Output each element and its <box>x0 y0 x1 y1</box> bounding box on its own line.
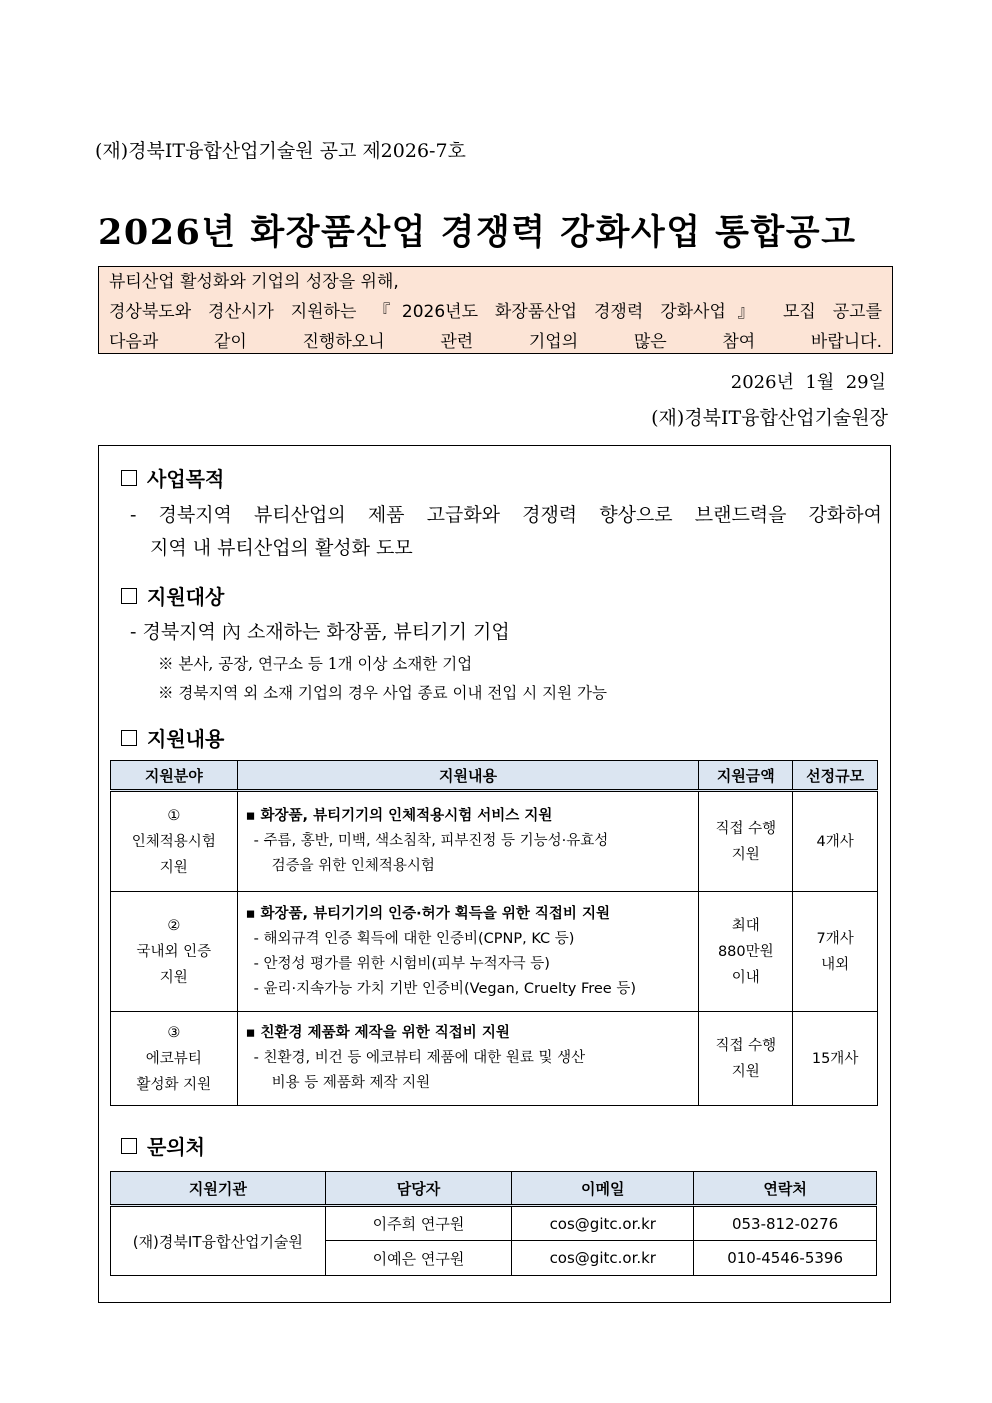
email-cell: cos@gitc.or.kr <box>512 1241 694 1276</box>
field-cell <box>111 1012 238 1106</box>
table-header-row <box>111 761 878 791</box>
target-note: ※ 본사, 공장, 연구소 등 1개 이상 소재한 기업 <box>158 655 473 673</box>
content-detail: - 안정성 평가를 위한 시험비(피부 누적자극 등) <box>253 955 550 972</box>
scale-cell <box>793 791 878 892</box>
amount-text: 최대 <box>731 917 760 934</box>
table-row <box>111 1012 878 1106</box>
content-detail: - 친환경, 비건 등 에코뷰티 제품에 대한 원료 및 생산 <box>253 1050 586 1066</box>
email-cell: cos@gitc.or.kr <box>512 1206 694 1241</box>
column-header: 지원기관 <box>111 1172 326 1206</box>
scale-cell <box>793 1012 878 1106</box>
scale-text: 15개사 <box>811 1050 859 1067</box>
intro-line: 뷰티산업 활성화와 기업의 성장을 위해, <box>109 272 399 292</box>
org-cell: (재)경북IT융합산업기술원 <box>111 1206 326 1276</box>
column-header: 이메일 <box>512 1172 694 1206</box>
section-title-text: 지원대상 <box>147 585 225 609</box>
purpose-line: 지역 내 뷰티산업의 활성화 도모 <box>150 537 413 559</box>
content-detail: - 해외규격 인증 획득에 대한 인증비(CPNP, KC 등) <box>253 930 575 947</box>
row-number: ① <box>167 807 181 824</box>
scale-text: 내외 <box>821 956 850 973</box>
field-label: 국내외 인증 <box>136 943 212 960</box>
content-cell <box>237 892 699 1012</box>
content-cell <box>237 1012 699 1106</box>
column-header: 연락처 <box>694 1172 877 1206</box>
column-header: 선정규모 <box>793 761 878 791</box>
content-lead: ▪ 화장품, 뷰티기기의 인체적용시험 서비스 지원 <box>245 808 553 824</box>
phone-cell: 010-4546-5396 <box>694 1241 877 1276</box>
section-title-text: 지원내용 <box>147 727 225 751</box>
support-table <box>110 760 878 1106</box>
column-header: 지원금액 <box>699 761 793 791</box>
amount-text: 직접 수행 <box>715 820 777 837</box>
amount-cell <box>699 892 793 1012</box>
amount-text: 880만원 <box>717 943 774 960</box>
checkbox-square-icon <box>121 470 137 486</box>
notice-date: 2026년 1월 29일 <box>730 372 886 393</box>
person-cell: 이주희 연구원 <box>325 1206 512 1241</box>
section-target-title <box>121 581 224 610</box>
field-cell <box>111 791 238 892</box>
scale-cell <box>793 892 878 1012</box>
row-number: ③ <box>167 1024 181 1041</box>
intro-line: 경상북도와 경산시가 지원하는 『2026년도 화장품산업 경쟁력 강화사업』 모집 공고를 <box>109 302 882 322</box>
table-header-row <box>111 1172 877 1206</box>
intro-box <box>98 266 893 354</box>
table-row <box>111 791 878 892</box>
content-lead: ▪ 친환경 제품화 제작을 위한 직접비 지원 <box>245 1025 510 1041</box>
amount-text: 지원 <box>731 846 760 863</box>
checkbox-square-icon <box>121 1138 137 1154</box>
column-header: 담당자 <box>325 1172 512 1206</box>
phone-cell: 053-812-0276 <box>694 1206 877 1241</box>
scale-text: 4개사 <box>816 833 854 850</box>
amount-text: 직접 수행 <box>715 1037 777 1054</box>
contact-table <box>110 1171 877 1276</box>
section-support-title <box>121 723 224 752</box>
section-title-text: 사업목적 <box>147 467 225 491</box>
content-detail: - 주름, 홍반, 미백, 색소침착, 피부진정 등 기능성·유효성 <box>253 833 609 849</box>
row-number: ② <box>167 917 181 934</box>
target-line: - 경북지역 內 소재하는 화장품, 뷰티기기 기업 <box>130 621 510 643</box>
amount-text: 지원 <box>731 1063 760 1080</box>
table-row <box>111 1206 877 1241</box>
table-row <box>111 892 878 1012</box>
checkbox-square-icon <box>121 588 137 604</box>
purpose-line: - 경북지역 뷰티산업의 제품 고급화와 경쟁력 향상으로 브랜드력을 강화하여 <box>130 504 882 526</box>
checkbox-square-icon <box>121 730 137 746</box>
amount-cell <box>699 791 793 892</box>
content-detail: 검증을 위한 인체적용시험 <box>271 858 435 874</box>
section-purpose-title <box>121 463 224 492</box>
content-lead: ▪ 화장품, 뷰티기기의 인증·허가 획득을 위한 직접비 지원 <box>245 905 610 922</box>
field-cell <box>111 892 238 1012</box>
content-cell <box>237 791 699 892</box>
intro-line: 다음과 같이 진행하오니 관련 기업의 많은 참여 바랍니다. <box>109 332 882 352</box>
field-label: 에코뷰티 <box>145 1050 202 1067</box>
page-title: 2026년 화장품산업 경쟁력 강화사업 통합공고 <box>98 212 857 253</box>
content-detail: 비용 등 제품화 제작 지원 <box>271 1075 431 1091</box>
column-header: 지원분야 <box>111 761 238 791</box>
amount-cell <box>699 1012 793 1106</box>
notice-number: (재)경북IT융합산업기술원 공고 제2026-7호 <box>95 140 466 162</box>
column-header: 지원내용 <box>237 761 699 791</box>
scale-text: 7개사 <box>816 930 854 947</box>
field-label: 지원 <box>159 859 188 876</box>
issuer-name: (재)경북IT융합산업기술원장 <box>651 407 888 429</box>
field-label: 활성화 지원 <box>136 1076 212 1093</box>
content-detail: - 윤리·지속가능 가치 기반 인증비(Vegan, Cruelty Free 등) <box>253 980 637 997</box>
person-cell: 이예은 연구원 <box>325 1241 512 1276</box>
section-title-text: 문의처 <box>147 1135 205 1159</box>
section-contact-title <box>121 1131 205 1160</box>
target-note: ※ 경북지역 외 소재 기업의 경우 사업 종료 이내 전입 시 지원 가능 <box>158 684 607 702</box>
field-label: 인체적용시험 <box>131 833 216 850</box>
field-label: 지원 <box>159 969 188 986</box>
amount-text: 이내 <box>731 969 760 986</box>
